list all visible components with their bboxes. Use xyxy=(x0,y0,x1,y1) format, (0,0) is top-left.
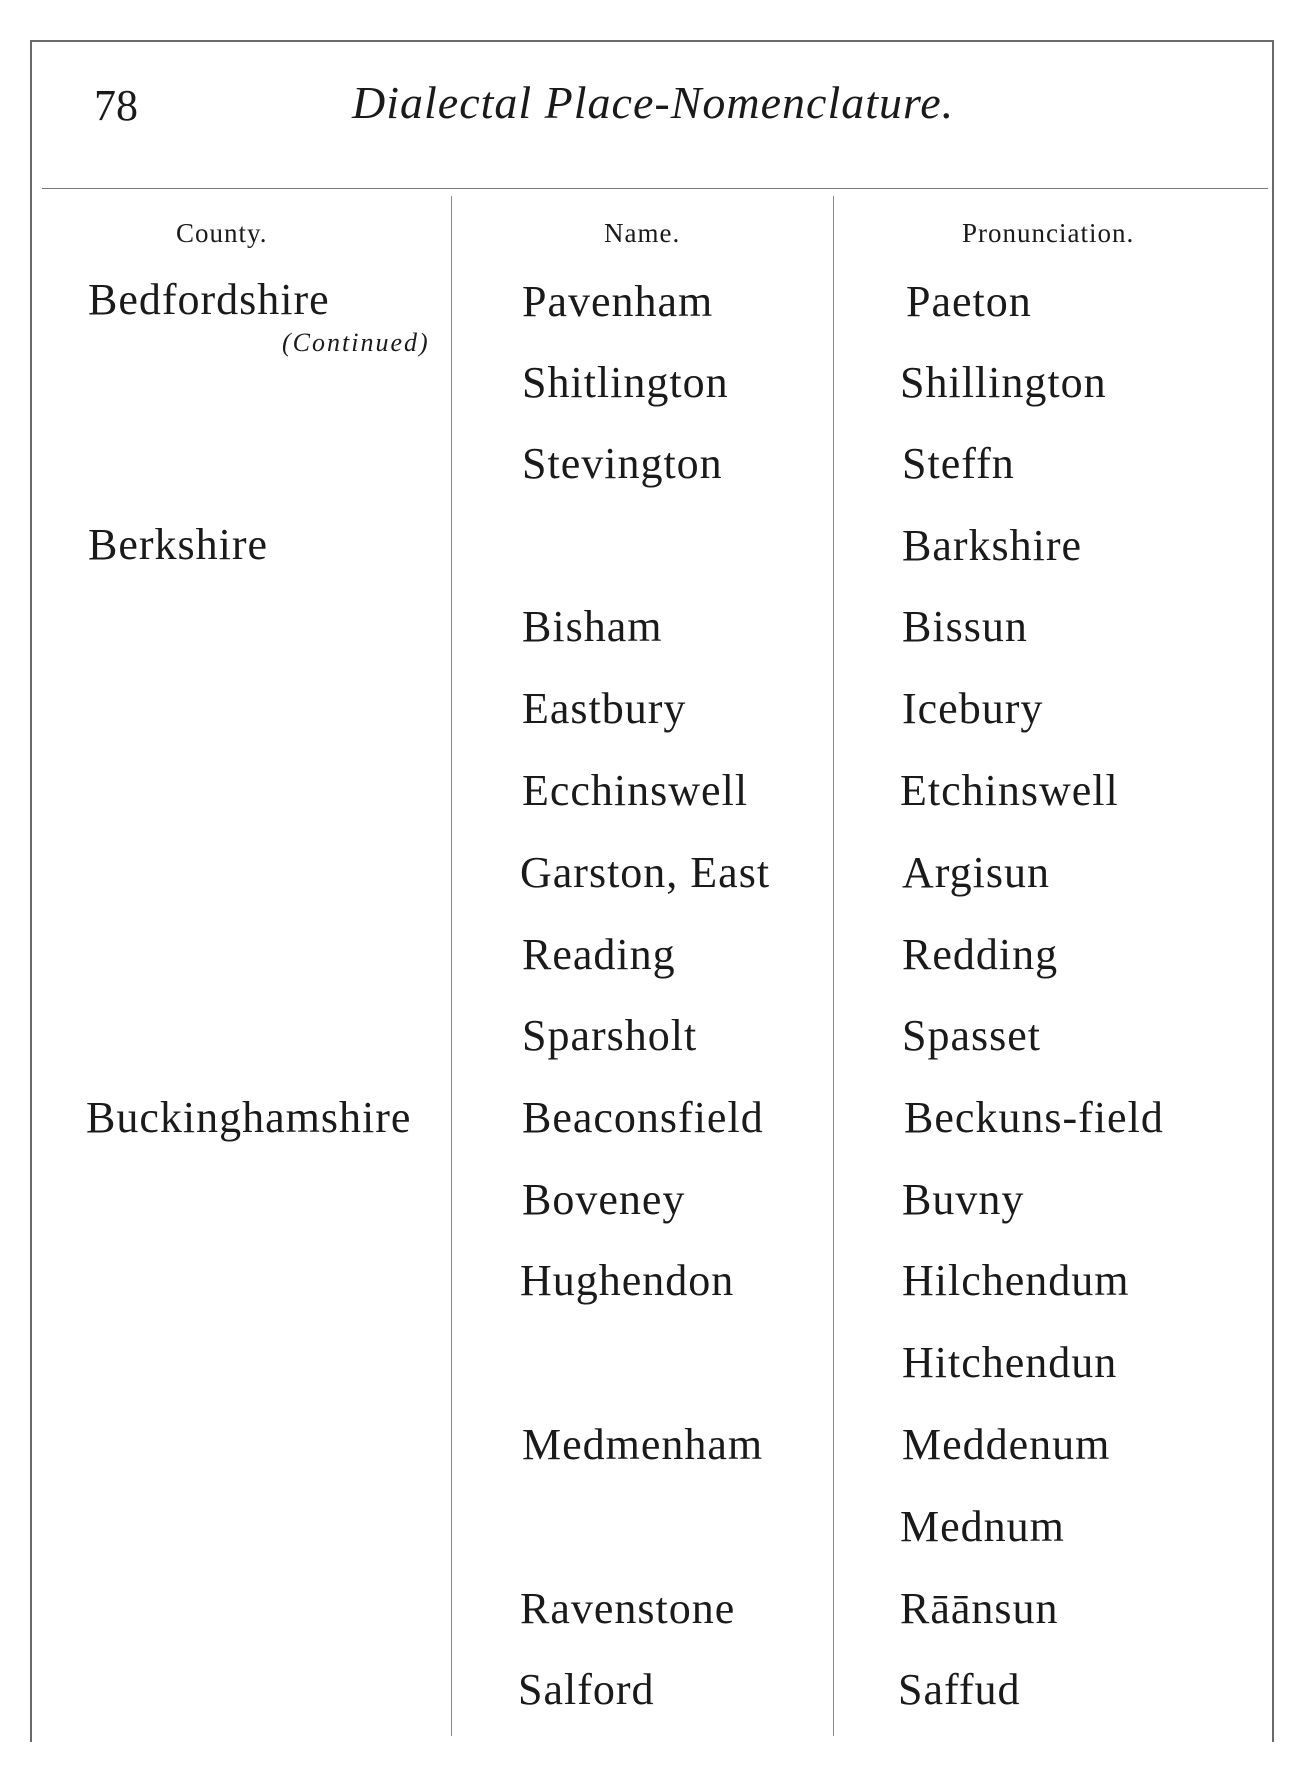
pronunciation: Buvny xyxy=(902,1175,1025,1224)
pronunciation: Rāānsun xyxy=(900,1584,1059,1633)
county-label: Berkshire xyxy=(88,520,269,569)
place-name: Salford xyxy=(518,1665,655,1714)
column-header-county: County. xyxy=(176,218,268,248)
pronunciation: Redding xyxy=(902,930,1059,979)
place-name: Shitlington xyxy=(522,358,729,407)
column-header-name: Name. xyxy=(604,218,681,248)
page-title: Dialectal Place-Nomenclature. xyxy=(352,77,955,128)
pronunciation: Saffud xyxy=(898,1665,1021,1714)
pronunciation: Hilchendum xyxy=(902,1256,1130,1305)
place-name: Hughendon xyxy=(520,1256,735,1305)
header-rule xyxy=(42,188,1268,189)
place-name: Reading xyxy=(522,930,676,979)
column-divider-name xyxy=(833,196,834,1736)
page-number: 78 xyxy=(94,81,138,130)
place-name: Ecchinswell xyxy=(522,766,749,815)
pronunciation: Spasset xyxy=(902,1011,1041,1060)
pronunciation: Steffn xyxy=(902,439,1015,488)
place-name: Bisham xyxy=(522,602,663,651)
pronunciation: Hitchendun xyxy=(902,1338,1118,1387)
place-name: Pavenham xyxy=(522,277,714,326)
pronunciation: Bissun xyxy=(902,602,1028,651)
pronunciation: Argisun xyxy=(902,848,1050,897)
place-name: Beaconsfield xyxy=(522,1093,764,1142)
county-label: Buckinghamshire xyxy=(86,1093,412,1142)
column-header-pronunciation: Pronunciation. xyxy=(962,218,1135,248)
column-divider-county xyxy=(451,196,452,1736)
place-name: Medmenham xyxy=(522,1420,764,1469)
pronunciation: Paeton xyxy=(906,277,1032,326)
pronunciation: Mednum xyxy=(900,1502,1065,1551)
pronunciation: Meddenum xyxy=(902,1420,1111,1469)
place-name: Sparsholt xyxy=(522,1011,698,1060)
place-name: Ravenstone xyxy=(520,1584,736,1633)
pronunciation: Beckuns-field xyxy=(904,1093,1164,1142)
county-label: Bedfordshire xyxy=(88,275,330,324)
place-name: Garston, East xyxy=(520,848,771,897)
pronunciation: Icebury xyxy=(902,684,1044,733)
pronunciation: Barkshire xyxy=(902,521,1083,570)
continued-note: (Continued) xyxy=(282,328,430,357)
pronunciation: Etchinswell xyxy=(900,766,1119,815)
pronunciation: Shillington xyxy=(900,358,1107,407)
place-name: Stevington xyxy=(522,439,723,488)
place-name: Boveney xyxy=(522,1175,686,1224)
place-name: Eastbury xyxy=(522,684,687,733)
